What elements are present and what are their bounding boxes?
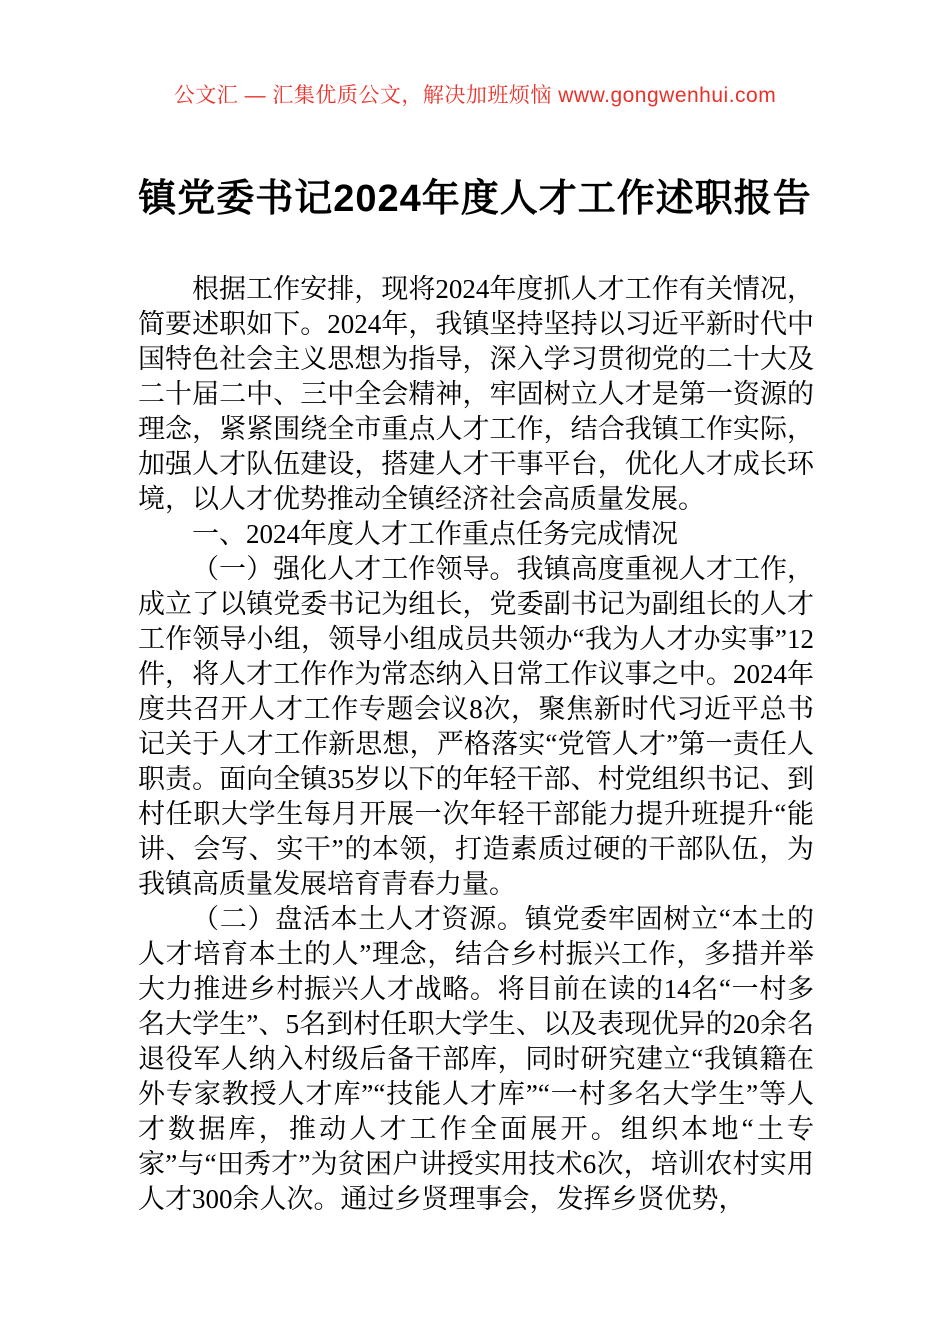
- document-title: 镇党委书记2024年度人才工作述职报告: [138, 178, 812, 220]
- opening-paragraph: 根据工作安排，现将2024年度抓人才工作有关情况，简要述职如下。2024年，我镇坚持坚持以习近平新时代中国特色社会主义思想为指导，深入学习贯彻党的二十大及二十届二中、三中全会精神，牢固树立人才是第一资源的理念，紧紧围绕全市重点人才工作，结合我镇工作实际，加强人才队伍建设，搭建人才干事平台，优化人才成长环境，以人才优势推动全镇经济社会高质量发展。: [138, 274, 814, 514]
- site-banner: 公文汇 — 汇集优质公文，解决加班烦恼 www.gongwenhui.com: [173, 84, 777, 107]
- paragraph-point-1: （一）强化人才工作领导。我镇高度重视人才工作，成立了以镇党委书记为组长，党委副书记为副组长的人才工作领导小组，领导小组成员共领办“我为人才办实事”12件，将人才工作作为常态纳入日常工作议事之中。2024年度共召开人才工作专题会议8次，聚焦新时代习近平总书记关于人才工作新思想，严格落实“党管人才”第一责任人职责。面向全镇35岁以下的年轻干部、村党组织书记、到村任职大学生每月开展一次年轻干部能力提升班提升“能讲、会写、实干”的本领，打造素质过硬的干部队伍，为我镇高质量发展培育青春力量。: [138, 554, 814, 899]
- document-body: [138, 272, 814, 1217]
- paragraph-point-2: （二）盘活本土人才资源。镇党委牢固树立“本土的人才培育本土的人”理念，结合乡村振兴工作，多措并举大力推进乡村振兴人才战略。将目前在读的14名“一村多名大学生”、5名到村任职大学生、以及表现优异的20余名退役军人纳入村级后备干部库，同时研究建立“我镇籍在外专家教授人才库”“技能人才库”“一村多名大学生”等人才数据库，推动人才工作全面展开。组织本地“土专家”与“田秀才”为贫困户讲授实用技术6次，培训农村实用人才300余人次。通过乡贤理事会，发挥乡贤优势，: [138, 904, 814, 1214]
- section-heading-1: 一、2024年度人才工作重点任务完成情况: [192, 519, 678, 549]
